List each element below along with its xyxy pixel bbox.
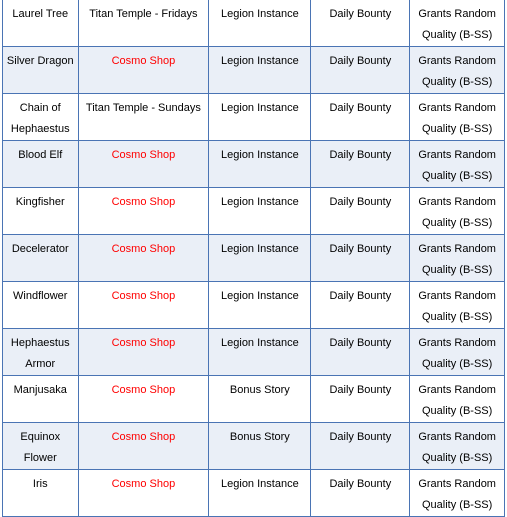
item-reward-cell: Daily Bounty <box>311 188 410 235</box>
item-name-cell: Hephaestus Armor <box>3 329 79 376</box>
item-name-cell: Chain of Hephaestus <box>3 94 79 141</box>
item-type-cell: Legion Instance <box>209 94 311 141</box>
table-row <box>3 235 505 282</box>
item-effect-cell: Grants Random Quality (B-SS) <box>410 235 505 282</box>
item-source-cell: Cosmo Shop <box>78 235 209 282</box>
table-row <box>3 423 505 470</box>
item-type-cell: Legion Instance <box>209 188 311 235</box>
item-effect-cell: Grants Random Quality (B-SS) <box>410 423 505 470</box>
item-type-cell: Legion Instance <box>209 0 311 47</box>
item-type-cell: Legion Instance <box>209 235 311 282</box>
item-source-cell: Cosmo Shop <box>78 47 209 94</box>
table-row <box>3 329 505 376</box>
item-name-cell: Blood Elf <box>3 141 79 188</box>
item-reward-cell: Daily Bounty <box>311 47 410 94</box>
item-effect-cell: Grants Random Quality (B-SS) <box>410 47 505 94</box>
item-effect-cell: Grants Random Quality (B-SS) <box>410 470 505 517</box>
item-type-cell: Legion Instance <box>209 282 311 329</box>
item-effect-cell: Grants Random Quality (B-SS) <box>410 329 505 376</box>
item-name-cell: Silver Dragon <box>3 47 79 94</box>
item-type-cell: Legion Instance <box>209 141 311 188</box>
item-reward-cell: Daily Bounty <box>311 470 410 517</box>
item-name-cell: Manjusaka <box>3 376 79 423</box>
item-effect-cell: Grants Random Quality (B-SS) <box>410 94 505 141</box>
items-table <box>2 0 505 517</box>
item-name-cell: Laurel Tree <box>3 0 79 47</box>
item-name-cell: Kingfisher <box>3 188 79 235</box>
item-effect-cell: Grants Random Quality (B-SS) <box>410 282 505 329</box>
item-source-cell: Cosmo Shop <box>78 329 209 376</box>
table-row <box>3 141 505 188</box>
table-row <box>3 188 505 235</box>
item-source-cell: Cosmo Shop <box>78 423 209 470</box>
item-reward-cell: Daily Bounty <box>311 94 410 141</box>
item-reward-cell: Daily Bounty <box>311 0 410 47</box>
item-type-cell: Bonus Story <box>209 376 311 423</box>
item-type-cell: Legion Instance <box>209 470 311 517</box>
table-row <box>3 470 505 517</box>
table-row <box>3 376 505 423</box>
table-row <box>3 47 505 94</box>
item-source-cell: Titan Temple - Sundays <box>78 94 209 141</box>
item-source-cell: Cosmo Shop <box>78 376 209 423</box>
item-reward-cell: Daily Bounty <box>311 282 410 329</box>
item-effect-cell: Grants Random Quality (B-SS) <box>410 188 505 235</box>
table-row <box>3 282 505 329</box>
table-row <box>3 0 505 47</box>
item-name-cell: Equinox Flower <box>3 423 79 470</box>
item-effect-cell: Grants Random Quality (B-SS) <box>410 141 505 188</box>
item-name-cell: Decelerator <box>3 235 79 282</box>
item-type-cell: Legion Instance <box>209 47 311 94</box>
item-name-cell: Windflower <box>3 282 79 329</box>
item-reward-cell: Daily Bounty <box>311 423 410 470</box>
item-source-cell: Cosmo Shop <box>78 141 209 188</box>
item-source-cell: Titan Temple - Fridays <box>78 0 209 47</box>
item-reward-cell: Daily Bounty <box>311 141 410 188</box>
table-row <box>3 94 505 141</box>
item-source-cell: Cosmo Shop <box>78 188 209 235</box>
items-table-body <box>3 0 505 517</box>
item-source-cell: Cosmo Shop <box>78 282 209 329</box>
item-source-cell: Cosmo Shop <box>78 470 209 517</box>
item-type-cell: Bonus Story <box>209 423 311 470</box>
item-reward-cell: Daily Bounty <box>311 329 410 376</box>
item-name-cell: Iris <box>3 470 79 517</box>
item-effect-cell: Grants Random Quality (B-SS) <box>410 0 505 47</box>
item-type-cell: Legion Instance <box>209 329 311 376</box>
item-reward-cell: Daily Bounty <box>311 376 410 423</box>
item-effect-cell: Grants Random Quality (B-SS) <box>410 376 505 423</box>
item-reward-cell: Daily Bounty <box>311 235 410 282</box>
